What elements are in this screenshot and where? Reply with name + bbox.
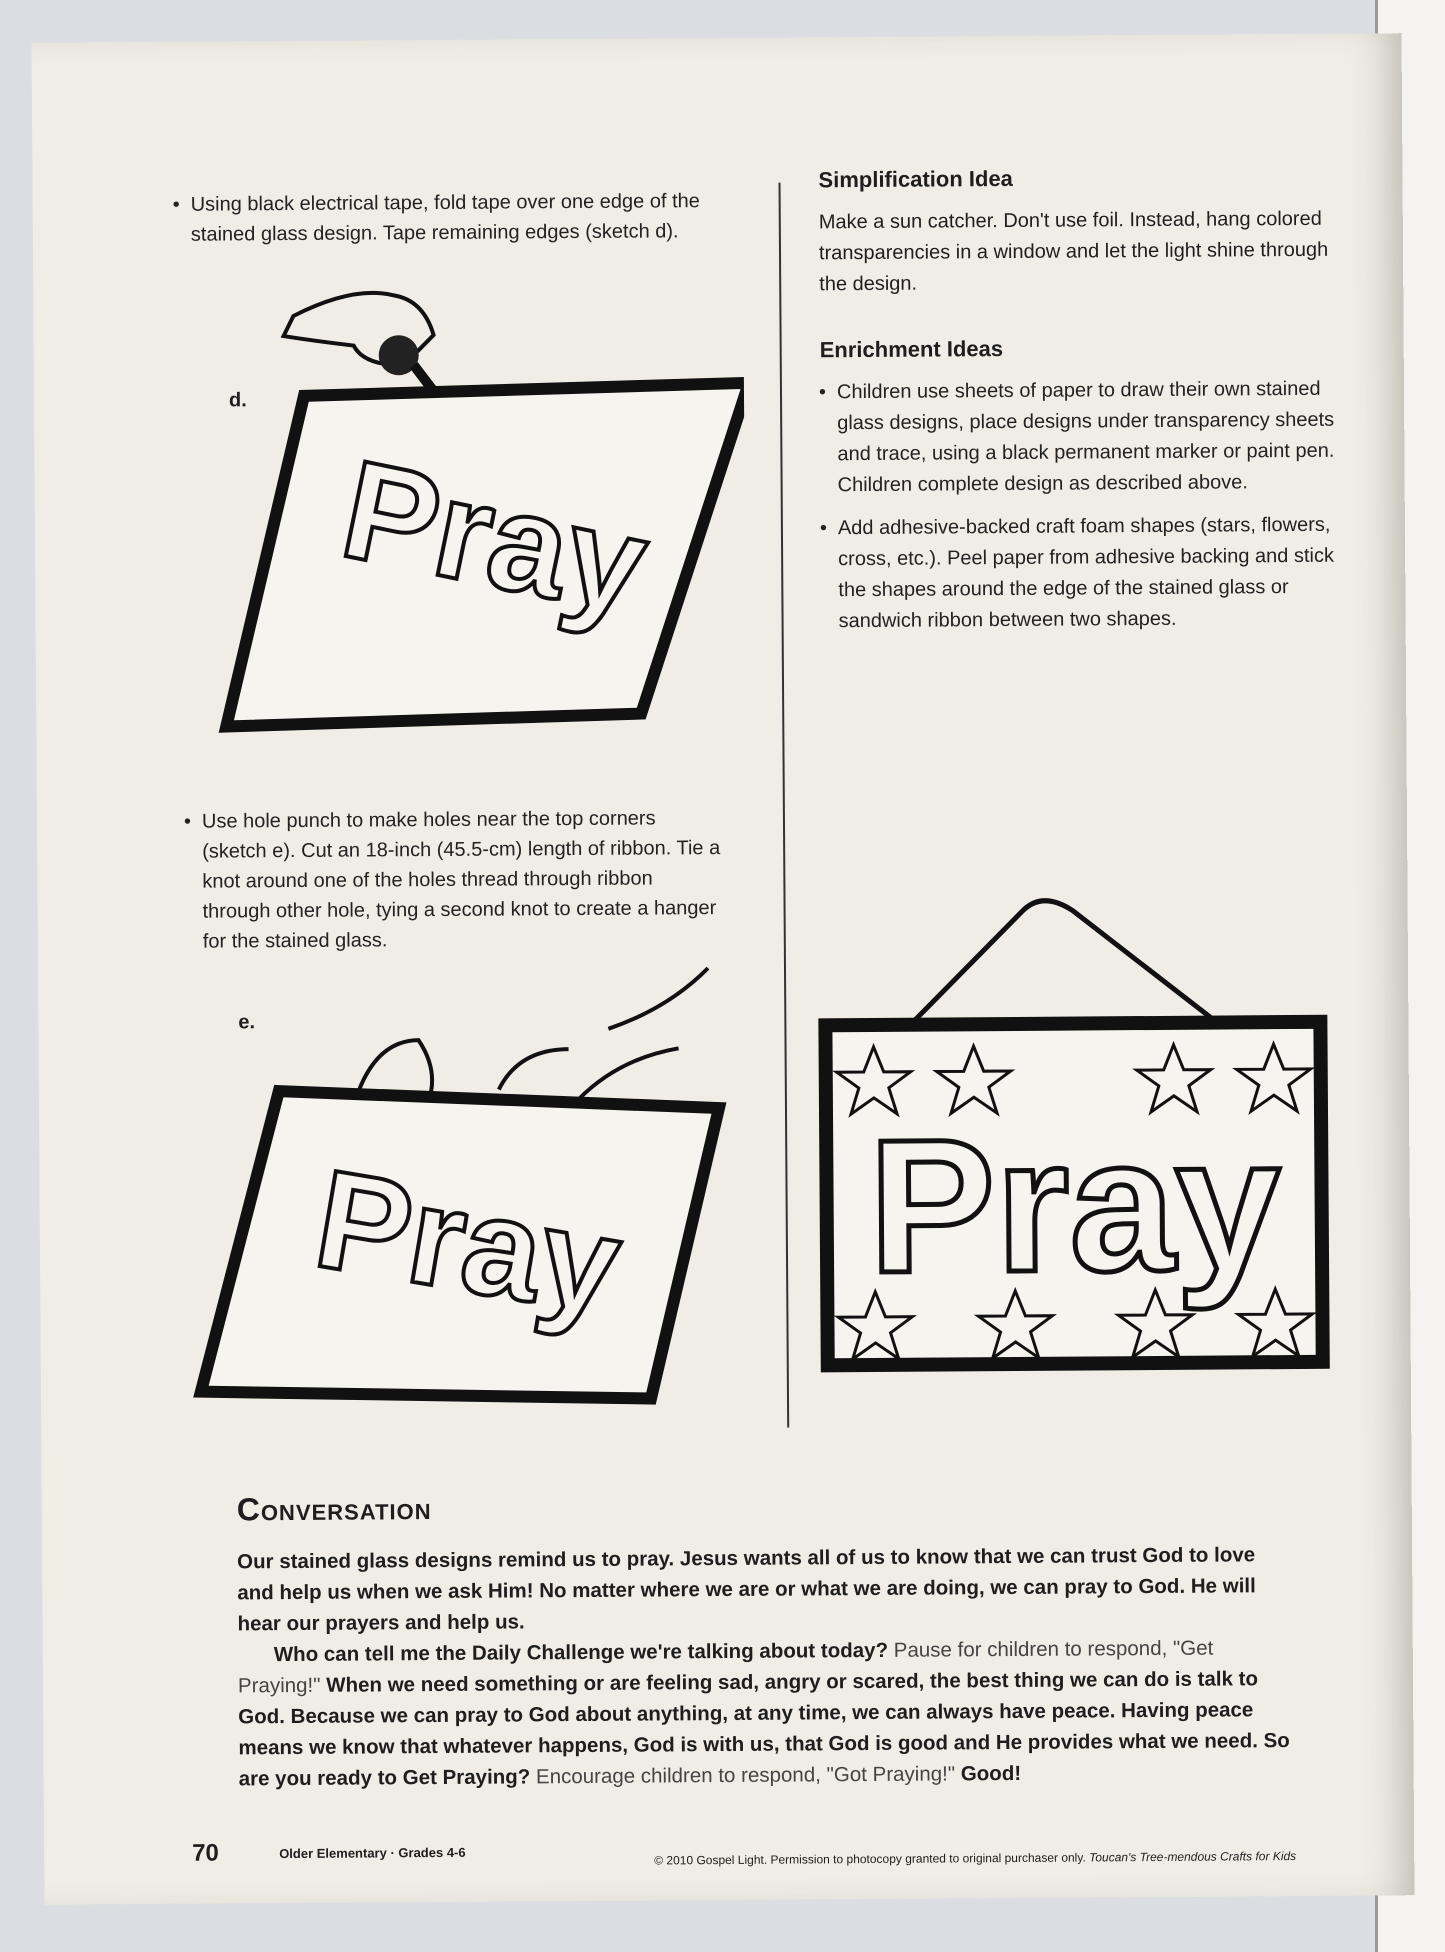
enrichment-title: Enrichment Ideas (819, 336, 1004, 363)
closing-text: Good! (960, 1761, 1022, 1786)
simplification-text: Make a sun catcher. Don't use foil. Instead, hang colored transparencies in a window and let the light shine through the design. (818, 207, 1329, 296)
sketch-e-label: e. (238, 1011, 256, 1034)
ribbon-hanger (913, 900, 1214, 1022)
conversation-paragraph-1: Our stained glass designs remind us to pray. Jesus wants all of us to know that we can trust God to love and help us when we ask Him! No matter where we are or what we are doing, we can pray to God. He will hear our prayers and help us. (237, 1543, 1256, 1636)
step-e-text: • Use hole punch to make holes near the top corners (sketch e). Cut an 18-inch (45.5-cm) length of ribbon. Tie a knot around one of the holes thread through ribbon through other hole, tying a second knot to create a hanger for the stained glass. (202, 803, 723, 957)
sketch-d-word: Pray (330, 429, 660, 645)
conversation-paragraph-2 (238, 1632, 1299, 1794)
instruction-text: Pause for children to respond, "Get Praying!" (237, 1636, 1214, 1698)
conversation-title: Conversation (236, 1490, 432, 1528)
question-text: Who can tell me the Daily Challenge we're talking about today? (273, 1638, 889, 1667)
hands-drawing (358, 968, 709, 1100)
copyright-text: © 2010 Gospel Light. Permission to photocopy granted to original purchaser only. (654, 1850, 1090, 1868)
footer-copyright (654, 1849, 1296, 1867)
simplification-title: Simplification Idea (818, 165, 1013, 193)
enrichment-item: • Add adhesive-backed craft foam shapes (stars, flowers, cross, etc.). Peel paper from adhesive backing and stick the shapes around the edge of the stained glass or sandwich ribbon between two shapes. (838, 510, 1339, 637)
hanging-sign-illustration (812, 869, 1336, 1393)
conversation-body (237, 1539, 1299, 1794)
sign-word: Pray (867, 1098, 1282, 1313)
book-title: Toucan's Tree-mendous Crafts for Kids (1089, 1849, 1297, 1865)
page-number: 70 (192, 1839, 219, 1867)
instruction-text: Encourage children to respond, "Got Praying!" (530, 1762, 961, 1789)
body-text: When we need something or are feeling sad, angry or scared, the best thing we can do is talk to God. Because we can pray to God about anything, at any time, we can always have peace. Having peace means we know that whatever happens, God is with us, that God is good and He provides what we need. So are you ready to Get Praying? (238, 1667, 1290, 1791)
sketch-d-illustration (183, 283, 746, 747)
footer-level: Older Elementary · Grades 4-6 (279, 1844, 466, 1862)
sketch-d-label: d. (228, 389, 247, 412)
sketch-e-illustration (178, 947, 801, 1421)
enrichment-item: • Children use sheets of paper to draw their own stained glass designs, place designs under transparency sheets and trace, using a black permanent marker or paint pen. Children complete design as described above. (837, 374, 1338, 501)
book-page (32, 33, 1415, 1905)
step-d-text: • Using black electrical tape, fold tape over one edge of the stained glass design. Tape remaining edges (sketch d). (191, 186, 711, 250)
sketch-e-word: Pray (305, 1139, 632, 1345)
